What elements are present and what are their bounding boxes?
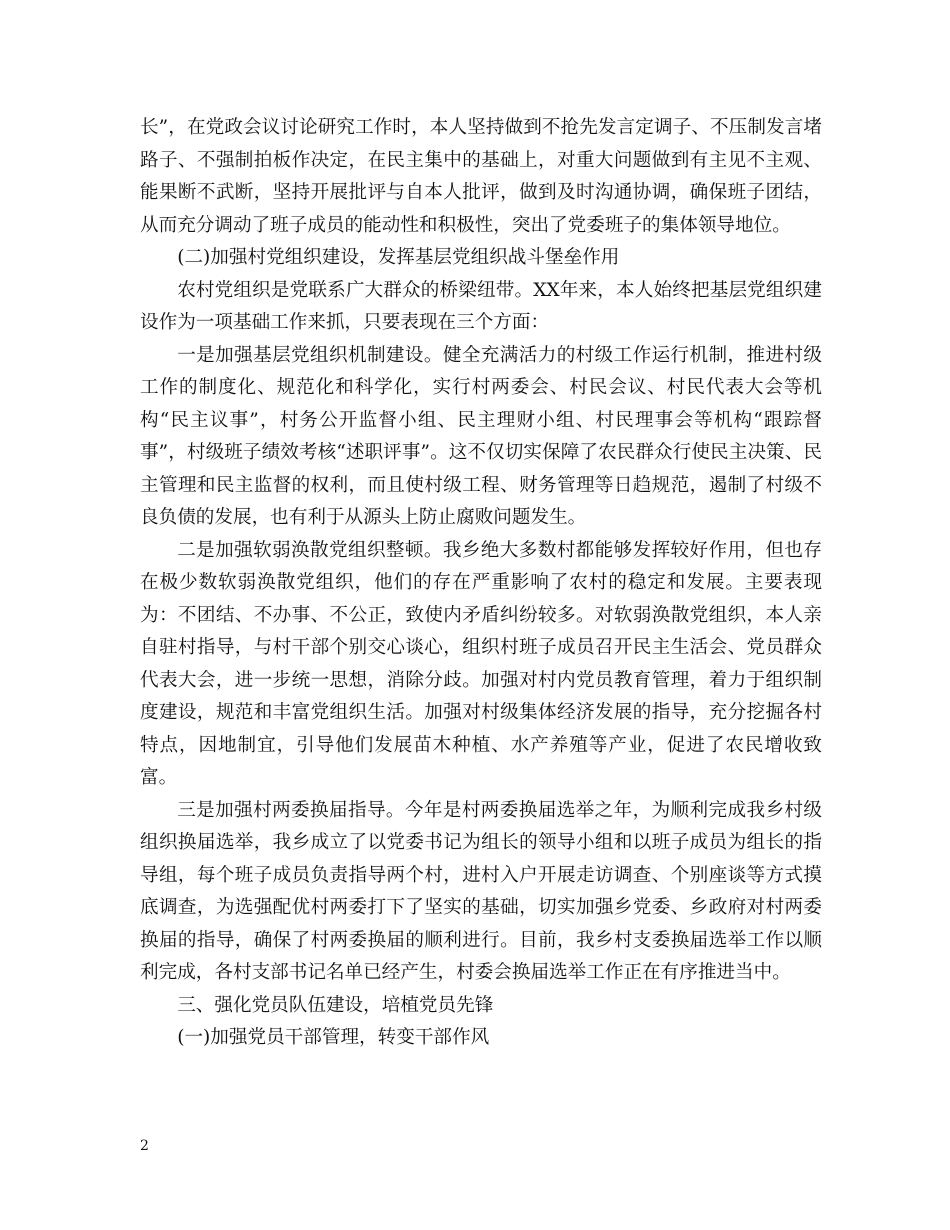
paragraph-election-guidance: 三是加强村两委换届指导。今年是村两委换届选举之年，为顺利完成我乡村级组织换届选举，我乡成立了以党委书记为组长的领导小组和以班子成员为组长的指导组，每个班子成员负责指导两个村，进村入户开展走访调查、个别座谈等方式摸底调查，为选强配优村两委打下了坚实的基础，切实加强乡党委、乡政府对村两委换届的指导，确保了村两委换届的顺利进行。目前，我乡村支委换届选举工作以顺利完成，各村支部书记名单已经产生，村委会换届选举工作正在有序推进当中。 (140, 799, 822, 983)
section-heading-cadre-management: (一)加强党员干部管理，转变干部作风 (177, 1027, 490, 1048)
section-heading-strengthen-village-party-organization: (二)加强村党组织建设，发挥基层党组织战斗堡垒作用 (177, 247, 620, 268)
paragraph-continuation: 长”，在党政会议讨论研究工作时，本人坚持做到不抢先发言定调子、不压制发言堵路子、不强制拍板作决定，在民主集中的基础上，对重大问题做到有主见不主观、能果断不武断，坚持开展批评与自本人批评，做到及时沟通协调，确保班子团结，从而充分调动了班子成员的能动性和积极性，突出了党委班子的集体领导地位。 (140, 117, 822, 236)
document-body (140, 112, 822, 1055)
paragraph-mechanism-building: 一是加强基层党组织机制建设。健全充满活力的村级工作运行机制，推进村级工作的制度化、规范化和科学化，实行村两委会、村民会议、村民代表大会等机构“民主议事”，村务公开监督小组、民主理财小组、村民理事会等机构“跟踪督事”，村级班子绩效考核“述职评事”。这不仅切实保障了农民群众行使民主决策、民主管理和民主监督的权利，而且使村级工程、财务管理等日趋规范，遏制了村级不良负债的发展，也有利于从源头上防止腐败问题发生。 (140, 344, 822, 528)
paragraph-weak-organization-rectification: 二是加强软弱涣散党组织整顿。我乡绝大多数村都能够发挥较好作用，但也存在极少数软弱涣散党组织，他们的存在严重影响了农村的稳定和发展。主要表现为：不团结、不办事、不公正，致使内矛盾纠纷较多。对软弱涣散党组织，本人亲自驻村指导，与村干部个别交心谈心，组织村班子成员召开民主生活会、党员群众代表大会，进一步统一思想，消除分歧。加强对村内党员教育管理，着力于组织制度建设，规范和丰富党组织生活。加强对村级集体经济发展的指导，充分挖掘各村特点，因地制宜，引导他们发展苗木种植、水产养殖等产业，促进了农民增收致富。 (140, 539, 822, 788)
page-number: 2 (140, 1138, 149, 1154)
section-heading-party-member-team: 三、强化党员队伍建设，培植党员先锋 (177, 994, 494, 1016)
paragraph-rural-party-organization: 农村党组织是党联系广大群众的桥梁纽带。XX年来，本人始终把基层党组织建设作为一项基础工作来抓，只要表现在三个方面： (140, 279, 822, 333)
